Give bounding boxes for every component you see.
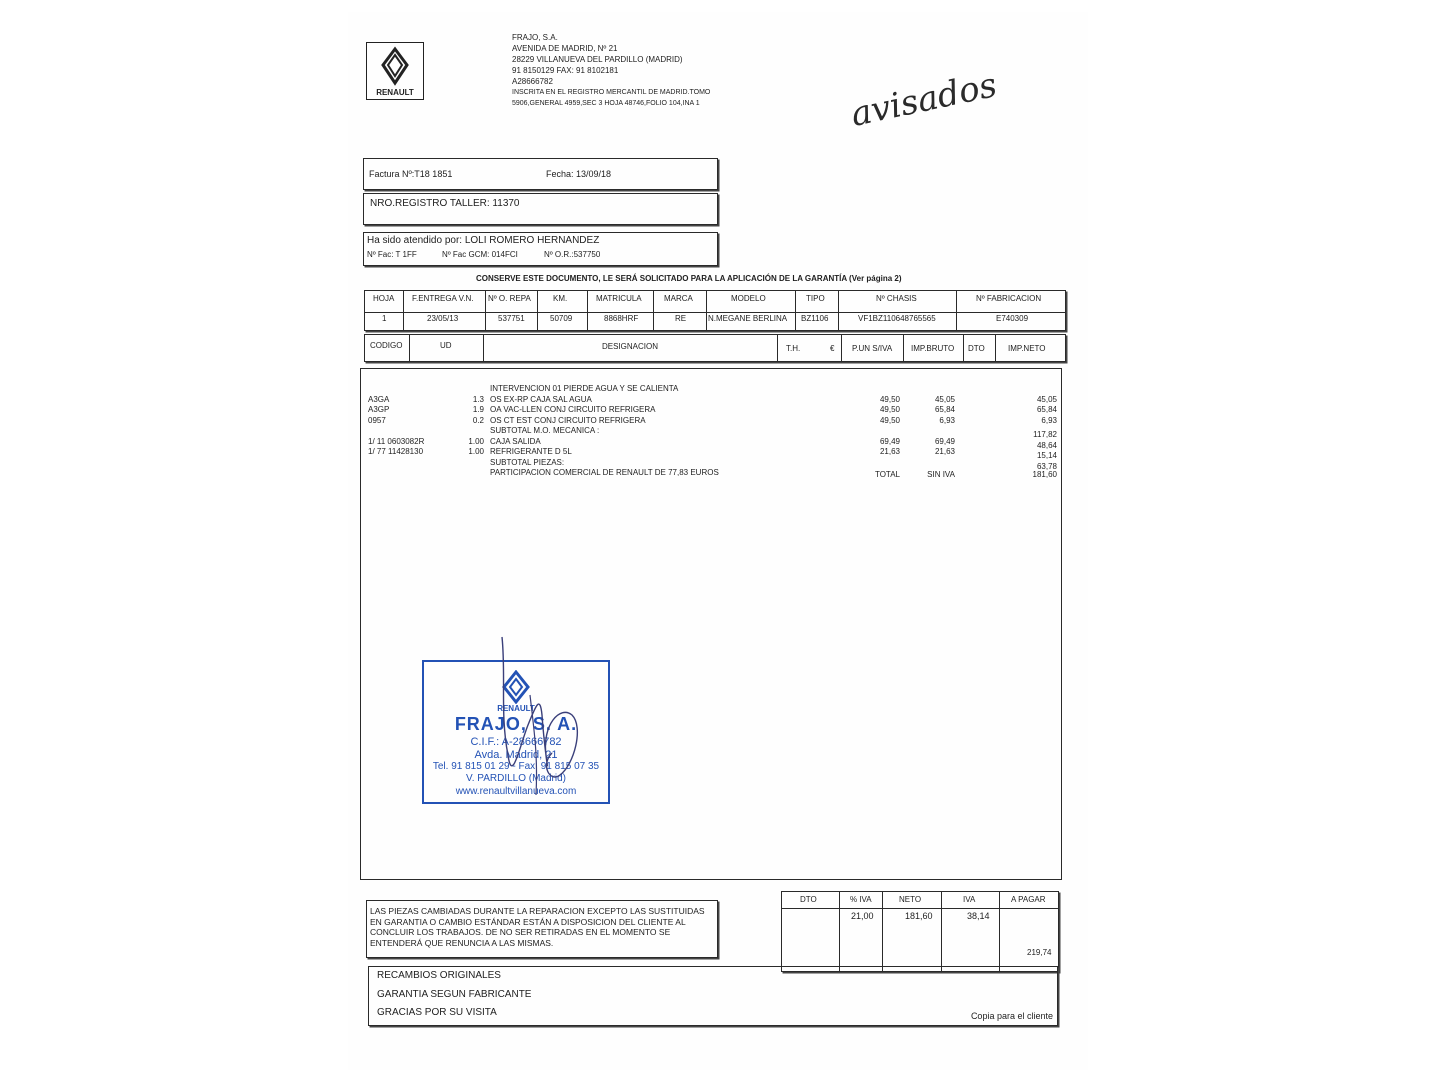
row-total-label: TOTAL xyxy=(874,470,900,479)
lh-bruto: IMP.BRUTO xyxy=(911,344,955,353)
warranty-notice: CONSERVE ESTE DOCUMENTO, LE SERÁ SOLICITADO PARA LA APLICACIÓN DE LA GARANTÍA (Ver página 2) xyxy=(476,274,902,283)
row-ud: 1.9 xyxy=(472,405,484,414)
row-desig: OA VAC-LLEN CONJ CIRCUITO REFRIGERA xyxy=(490,405,656,414)
row-desig: REFRIGERANTE D 5L xyxy=(490,447,572,456)
footer-line: RECAMBIOS ORIGINALES xyxy=(377,970,501,981)
lh-ud: UD xyxy=(440,341,452,350)
row-neto: 6,93 xyxy=(1041,415,1057,425)
attended-by-box xyxy=(363,232,718,266)
vh-modelo: MODELO xyxy=(731,294,766,303)
row-code: 1/ 77 11428130 xyxy=(368,447,424,456)
stamp-city: V. PARDILLO (Madrid) xyxy=(465,773,567,784)
vv-matricula: 8868HRF xyxy=(604,314,639,323)
table-row xyxy=(0,437,1440,448)
row-bruto: 6,93 xyxy=(939,415,955,425)
company-line: AVENIDA DE MADRID, Nº 21 xyxy=(512,44,618,53)
disclaimer-text: LAS PIEZAS CAMBIADAS DURANTE LA REPARACION EXCEPTO LAS SUSTITUIDAS EN GARANTIA O CAMBIO ESTÁNDAR ESTÁN A DISPOSICION DEL CLIENTE AL CONCLUIR LOS TRABAJOS. DE NO SER RETIRADAS EN EL MOMENTO SE ENTENDERÁ QUE RENUNCIA A LAS MISMAS. xyxy=(370,906,705,948)
row-pun: 49,50 xyxy=(879,405,900,414)
company-line: FRAJO, S.A. xyxy=(512,33,558,42)
row-bruto: 65,84 xyxy=(934,405,955,414)
row-sin-iva-label: SIN IVA xyxy=(927,470,955,479)
th-a-pagar: A PAGAR xyxy=(1011,895,1046,904)
vv-tipo: BZ1106 xyxy=(801,314,829,323)
invoice-date: Fecha: 13/09/18 xyxy=(546,169,612,179)
total-iva: 38,14 xyxy=(967,911,990,921)
vh-chasis: Nº CHASIS xyxy=(876,294,917,303)
total-a-pagar: 219,74 xyxy=(1027,948,1052,957)
footer-line: GARANTIA SEGUN FABRICANTE xyxy=(377,989,532,1000)
row-code: A3GA xyxy=(368,394,390,404)
invoice-number: Factura Nº:T18 1851 xyxy=(369,169,453,179)
table-row xyxy=(0,405,1440,416)
row-code: A3GP xyxy=(368,405,390,414)
th-neto: NETO xyxy=(899,895,922,904)
th-iva: IVA xyxy=(963,895,976,904)
row-neto: 117,82 xyxy=(1033,430,1057,439)
row-pun: 49,50 xyxy=(879,394,900,404)
vv-marca: RE xyxy=(675,314,687,323)
vh-marca: MARCA xyxy=(664,294,693,303)
stamp-phones: Tel. 91 815 01 29 - Fax: 91 815 07 35 xyxy=(432,761,600,772)
lines-header xyxy=(364,334,1066,362)
renault-logo xyxy=(366,42,424,100)
vv-chasis: VF1BZ110648765565 xyxy=(858,314,936,323)
company-info xyxy=(512,33,710,110)
stamp-name: FRAJO, S. A. xyxy=(454,714,578,734)
handwritten-note: avisados xyxy=(847,65,1001,135)
vh-matricula: MATRICULA xyxy=(596,294,642,303)
stamp-brand: RENAULT xyxy=(497,704,535,713)
company-line: INSCRITA EN EL REGISTRO MERCANTIL DE MADRID.TOMO xyxy=(512,89,711,96)
lh-euro: € xyxy=(830,344,835,353)
workshop-register: NRO.REGISTRO TALLER: 11370 xyxy=(370,198,520,209)
company-line: 28229 VILLANUEVA DEL PARDILLO (MADRID) xyxy=(512,55,683,64)
vh-fentrega: F.ENTREGA V.N. xyxy=(412,294,474,303)
vv-modelo: N.MEGANE BERLINA xyxy=(708,314,788,323)
row-neto: 45,05 xyxy=(1036,394,1057,404)
vv-km: 50709 xyxy=(550,314,573,323)
stamp-cif: C.I.F.: A-28666782 xyxy=(470,736,562,748)
renault-diamond-icon xyxy=(367,45,423,89)
row-ud: 0.2 xyxy=(472,415,484,425)
table-row xyxy=(0,426,1440,437)
vh-km: KM. xyxy=(553,294,568,303)
row-bruto: 21,63 xyxy=(934,447,955,456)
copy-label: Copia para el cliente xyxy=(970,1011,1053,1021)
table-row xyxy=(0,458,1440,469)
invoice-number-box xyxy=(363,158,718,190)
total-neto: 181,60 xyxy=(905,911,933,921)
total-pct-iva: 21,00 xyxy=(851,911,874,921)
row-desig: INTERVENCION 01 PIERDE AGUA Y SE CALIENTA xyxy=(490,384,679,393)
attended-by: Ha sido atendido por: LOLI ROMERO HERNANDEZ xyxy=(367,235,600,246)
row-code: 0957 xyxy=(368,415,386,425)
workshop-register-box xyxy=(363,193,718,225)
vh-nrepa: Nº O. REPA xyxy=(488,294,531,303)
row-pun: 21,63 xyxy=(879,447,900,456)
th-dto: DTO xyxy=(800,895,817,904)
company-line: 91 8150129 FAX: 91 8102181 xyxy=(512,66,619,75)
row-desig: PARTICIPACION COMERCIAL DE RENAULT DE 77,83 EUROS xyxy=(490,468,719,477)
disclaimer-box xyxy=(366,900,718,958)
fac-number: Nº Fac: T 1FF xyxy=(367,250,417,259)
row-ud: 1.3 xyxy=(472,394,484,404)
row-bruto: 69,49 xyxy=(934,436,955,446)
row-neto: 63,78 xyxy=(1036,461,1057,471)
vh-hoja: HOJA xyxy=(373,294,395,303)
row-total: 181,60 xyxy=(1032,470,1057,479)
row-neto: 65,84 xyxy=(1036,405,1057,414)
footer-line: GRACIAS POR SU VISITA xyxy=(377,1007,497,1018)
row-desig: SUBTOTAL PIEZAS: xyxy=(490,457,565,467)
company-line: A28666782 xyxy=(512,77,553,86)
lh-th: T.H. xyxy=(786,344,801,353)
vv-fabricacion: E740309 xyxy=(996,314,1029,323)
th-pct-iva: % IVA xyxy=(850,895,872,904)
table-row xyxy=(0,416,1440,427)
table-row xyxy=(0,447,1440,458)
stamp-address: Avda. Madrid, 21 xyxy=(474,749,558,761)
table-row xyxy=(0,468,1440,479)
lh-neto: IMP.NETO xyxy=(1008,344,1046,353)
row-ud: 1.00 xyxy=(468,436,484,446)
vh-tipo: TIPO xyxy=(806,294,825,303)
lh-codigo: CODIGO xyxy=(370,341,403,350)
lh-pun: P.UN S/IVA xyxy=(852,344,893,353)
table-row xyxy=(0,395,1440,406)
row-desig: OS EX-RP CAJA SAL AGUA xyxy=(490,394,592,404)
row-desig: CAJA SALIDA xyxy=(490,436,541,446)
company-line: 5906,GENERAL 4959,SEC 3 HOJA 48746,FOLIO 104,INA 1 xyxy=(512,100,700,107)
fac-gcm: Nº Fac GCM: 014FCI xyxy=(442,250,518,259)
vv-nrepa: 537751 xyxy=(498,314,525,323)
lh-dto: DTO xyxy=(968,344,985,353)
table-row xyxy=(0,384,1440,395)
row-pun: 49,50 xyxy=(879,415,900,425)
vh-fabricacion: Nº FABRICACION xyxy=(976,294,1042,303)
logo-text: RENAULT xyxy=(376,88,414,97)
vv-fentrega: 23/05/13 xyxy=(427,314,459,323)
row-code: 1/ 11 0603082R xyxy=(368,436,425,446)
stamp-web: www.renaultvillanueva.com xyxy=(455,786,577,797)
or-number: Nº O.R.:537750 xyxy=(544,250,601,259)
row-bruto: 45,05 xyxy=(934,394,955,404)
row-desig: SUBTOTAL M.O. MECANICA : xyxy=(490,426,600,435)
row-desig: OS CT EST CONJ CIRCUITO REFRIGERA xyxy=(490,415,646,425)
row-neto: 48,64 xyxy=(1036,440,1057,450)
row-pun: 69,49 xyxy=(879,436,900,446)
signature xyxy=(480,635,600,805)
vv-hoja: 1 xyxy=(382,314,387,323)
footer-box xyxy=(368,966,1058,1026)
row-ud: 1.00 xyxy=(468,447,484,456)
row-neto: 15,14 xyxy=(1036,451,1057,460)
lh-designacion: DESIGNACION xyxy=(602,342,659,351)
